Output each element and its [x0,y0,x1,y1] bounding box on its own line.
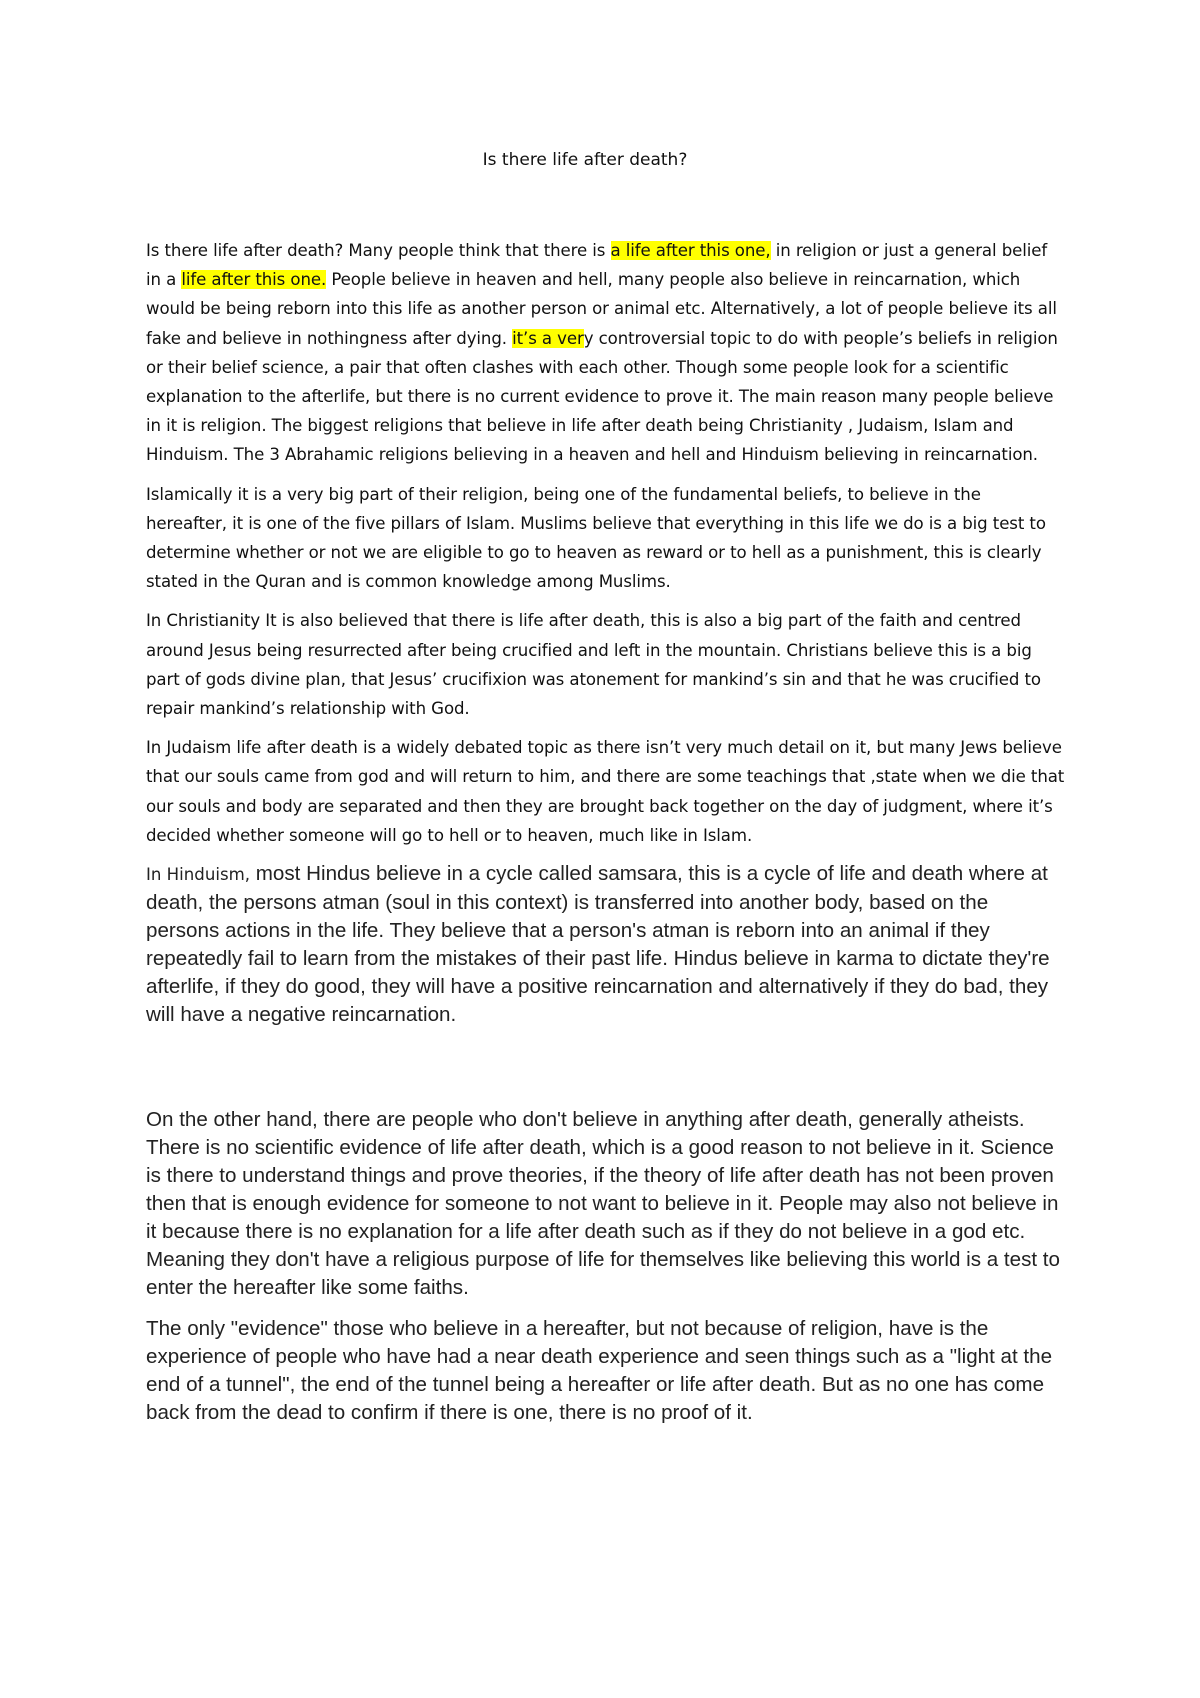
hinduism-text: most Hindus believe in a cycle called samsara, this is a cycle of life and death where at death, the persons atman (soul in this context) is transferred into another body, based on the persons actions in the life. They believe that a person's atman is reborn into an animal if they repeatedly fail to learn from the mistakes of their past life. Hindus believe in karma to dictate they're afterlife, if they do good, they will have a positive reincarnation and alternatively if they do bad, they will have a negative reincarnation. [146,862,1050,1027]
intro-text-4: y controversial topic to do with people’s beliefs in religion or their belief science, a pair that often clashes with each other. Though some people look for a scientific explanation to the afterlife, but there is no current evidence to prove it. The main reason many people believe in it is religion. The biggest religions that believe in life after death being Christianity , Judaism, Islam and Hinduism. The 3 Abrahamic religions believing in a heaven and hell and Hinduism believing in reincarnation. [146,328,1058,465]
paragraph-gap [146,1042,1066,1106]
document-body [146,236,1066,1440]
judaism-paragraph: In Judaism life after death is a widely debated topic as there isn’t very much detail on it, but many Jews believe that our souls came from god and will return to him, and there are some teachings that ,state when we die that our souls and body are separated and then they are brought back together on the day of judgment, where it’s decided whether someone will go to hell or to heaven, much like in Islam. [146,738,1065,845]
intro-text-1: Is there life after death? Many people think that there is [146,241,611,260]
christianity-paragraph: In Christianity It is also believed that there is life after death, this is also a big part of the faith and centred around Jesus being resurrected after being crucified and left in the mountain. Christians believe this is a big part of gods divine plan, that Jesus’ crucifixion was atonement for mankind’s sin and that he was crucified to repair mankind’s relationship with God. [146,611,1041,719]
document-title: Is there life after death? [482,150,688,170]
evidence-paragraph: The only "evidence" those who believe in a hereafter, but not because of religion, have is the experience of people who have had a near death experience and seen things such as a "light at the end of a tunnel", the end of the tunnel being a hereafter or life after death. But as no one has come back from the dead to confirm if there is one, there is no proof of it. [146,1317,1053,1425]
islam-paragraph: Islamically it is a very big part of their religion, being one of the fundamental beliefs, to believe in the hereafter, it is one of the five pillars of Islam. Muslims believe that everything in this life we do is a big test to determine whether or not we are eligible to go to heaven as reward or to hell as a punishment, this is clearly stated in the Quran and is common knowledge among Muslims. [146,484,1046,592]
highlight-2: life after this one. [181,270,327,290]
hinduism-lead: In Hinduism, [146,865,251,885]
other-hand-paragraph: On the other hand, there are people who don't believe in anything after death, generally atheists. There is no scientific evidence of life after death, which is a good reason to not believe in it. Science is there to understand things and prove theories, if the theory of life after death has not been proven then that is enough evidence for someone to not want to believe in it. People may also not believe in it because there is no explanation for a life after death such as if they do not believe in a god etc. Meaning they don't have a religious purpose of life for themselves like believing this world is a test to enter the hereafter like some faiths. [146,1108,1060,1300]
intro-text-3: People believe in heaven and hell, many people also believe in reincarnation, which would be being reborn into this life as another person or animal etc. Alternatively, a lot of people believe its all fake and believe in nothingness after dying. [146,270,1057,348]
highlight-3: it’s a ver [512,328,584,348]
highlight-1: a life after this one, [610,241,771,260]
intro-paragraph [146,236,1066,470]
hinduism-paragraph [146,860,1066,1029]
intro-text-2: in religion or just a general belief in a [146,241,1048,290]
